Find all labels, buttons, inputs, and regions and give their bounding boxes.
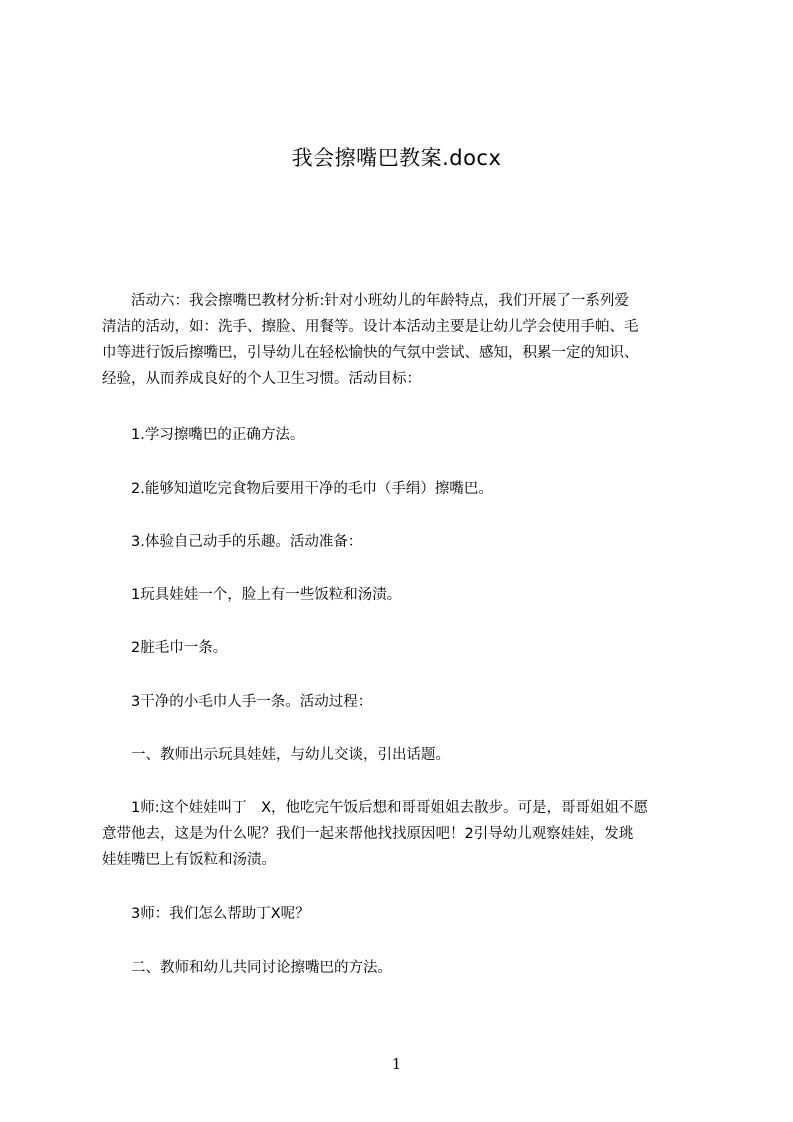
- paragraph-line: 活动六：我会擦嘴巴教材分析:针对小班幼儿的年龄特点，我们开展了一系列爱: [102, 293, 629, 309]
- paragraph-goal-3: [102, 529, 702, 555]
- paragraph-line: 3干净的小毛巾人手一条。活动过程：: [102, 694, 373, 710]
- paragraph-line: 2.能够知道吃完食物后要用干净的毛巾（手绢）擦嘴巴。: [102, 481, 493, 497]
- paragraph-goal-1: [102, 422, 702, 448]
- paragraph-line: 娃娃嘴巴上有饭粒和汤渍。: [102, 852, 276, 868]
- paragraph-line: 3师：我们怎么帮助丁X呢？: [102, 906, 310, 922]
- paragraph-step-1: [102, 742, 702, 768]
- paragraph-prep-3: [102, 689, 702, 715]
- page-number: 1: [391, 1055, 402, 1073]
- paragraph-line: 2脏毛巾一条。: [102, 640, 228, 656]
- paragraph-line: 1玩具娃娃一个，脸上有一些饭粒和汤渍。: [102, 587, 402, 603]
- paragraph-line: 经验，从而养成良好的个人卫生习惯。活动目标：: [102, 371, 421, 387]
- paragraph-line: 1.学习擦嘴巴的正确方法。: [102, 427, 305, 443]
- paragraph-line: 二、教师和幼儿共同讨论擦嘴巴的方法。: [102, 960, 392, 976]
- paragraph-line: 3.体验自己动手的乐趣。活动准备：: [102, 534, 363, 550]
- paragraph-line: 巾等进行饭后擦嘴巴，引导幼儿在轻松愉快的气氛中尝试、感知，积累一定的知识、: [102, 345, 639, 361]
- paragraph-prep-1: [102, 582, 702, 608]
- paragraph-line: 意带他去，这是为什么呢？我们一起来帮他找找原因吧！2引导幼儿观察娃娃，发珧: [102, 826, 634, 842]
- paragraph-step-2: [102, 955, 702, 981]
- paragraph-teacher-dialogue: [102, 795, 702, 873]
- paragraph-line: 一、教师出示玩具娃娃，与幼儿交谈，引出话题。: [102, 747, 450, 763]
- paragraph-teacher-question: [102, 901, 702, 927]
- paragraph-intro: [102, 288, 702, 392]
- paragraph-goal-2: [102, 476, 702, 502]
- paragraph-line: 清洁的活动，如：洗手、擦脸、用餐等。设计本活动主要是让幼儿学会使用手帕、毛: [102, 319, 639, 335]
- paragraph-line: 1师:这个娃娃叫丁 X，他吃完午饭后想和哥哥姐姐去散步。可是，哥哥姐姐不愿: [102, 800, 649, 816]
- document-title: 我会擦嘴巴教案.docx: [291, 146, 502, 170]
- paragraph-prep-2: [102, 635, 702, 661]
